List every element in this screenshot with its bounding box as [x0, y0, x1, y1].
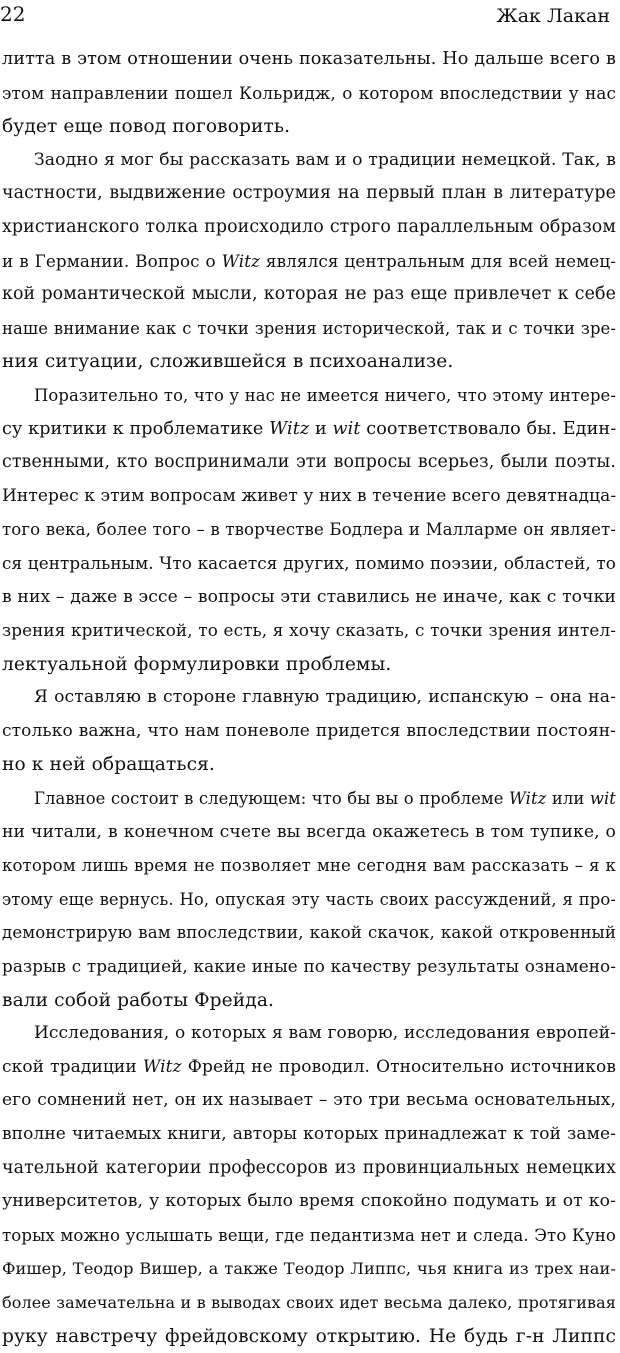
text-line: этому еще вернусь. Но, опуская эту часть своих рассуждений, я про-	[2, 889, 616, 909]
text-line: торых можно услышать вещи, где педантизма нет и следа. Это Куно	[2, 1225, 616, 1245]
text-line: вали собой работы Фрейда.	[2, 989, 275, 1011]
page-header	[0, 2, 620, 32]
text-line: чательной категории профессоров из провинциальных немецких	[2, 1157, 616, 1178]
text-line: Поразительно то, что у нас не имеется ничего, что этому интере-	[34, 385, 616, 405]
text-line: наше внимание как с точки зрения исторической, так и с точки зре-	[2, 318, 616, 338]
text-line: этом направлении пошел Кольридж, о котором впоследствии у нас	[2, 82, 616, 103]
text-line: ни читали, в конечном счете вы всегда окажетесь в том тупике, о	[2, 821, 616, 842]
text-line: су критики к проблематике Witz и wit соответствовало бы. Един-	[2, 418, 617, 439]
text-line: христианского толка происходило строго параллельным образом	[2, 216, 616, 237]
running-head-author: Жак Лакан	[496, 5, 610, 27]
text-line: руку навстречу фрейдовскому открытию. Не будь г-н Липпс	[2, 1325, 616, 1347]
body-text	[2, 43, 616, 1353]
page-number: 22	[0, 2, 26, 26]
text-line: университетов, у которых было время спокойно подумать и от ко-	[2, 1191, 616, 1212]
text-line: демонстрирую вам впоследствии, какой скачок, какой откровенный	[2, 923, 616, 943]
text-line: лектуальной формулировки проблемы.	[2, 653, 392, 675]
text-line: но к ней обращаться.	[2, 754, 215, 776]
text-line: Я оставляю в стороне главную традицию, испанскую – она на-	[34, 687, 616, 708]
text-line: литта в этом отношении очень показательны. Но дальше всего в	[2, 49, 616, 69]
text-line: разрыв с традицией, какие иные по качеству результаты ознамено-	[2, 956, 616, 977]
text-line: ской традиции Witz Фрейд не проводил. Относительно источников	[2, 1056, 617, 1077]
text-line: ственными, кто воспринимали эти вопросы всерьез, были поэты.	[2, 452, 616, 473]
text-line: зрения критической, то есть, я хочу сказать, с точки зрения интел-	[2, 620, 616, 641]
text-line: его сомнений нет, он их называет – это три весьма основательных,	[2, 1090, 616, 1111]
text-line: кой романтической мысли, которая не раз еще привлечет к себе	[2, 284, 616, 305]
text-line: Интерес к этим вопросам живет у них в течение всего девятнадца-	[2, 485, 617, 506]
text-line: ния ситуации, сложившейся в психоанализе.	[2, 351, 454, 373]
text-line: вполне читаемых книги, авторы которых принадлежат к той заме-	[2, 1124, 616, 1144]
text-line: в них – даже в эссе – вопросы эти ставились не иначе, как с точки	[2, 586, 616, 607]
text-line: ся центральным. Что касается других, помимо поэзии, областей, то	[2, 552, 616, 573]
text-line: и в Германии. Вопрос о Witz являлся центральным для всей немец-	[2, 250, 616, 271]
text-line: более замечательна и в выводах своих идет весьма далеко, протягивая	[2, 1292, 616, 1312]
text-line: будет еще повод поговорить.	[2, 116, 291, 138]
text-line: столько важна, что нам поневоле придется впоследствии постоян-	[2, 720, 616, 741]
text-line: котором лишь время не позволяет мне сегодня вам рассказать – я к	[2, 856, 616, 876]
text-line: Главное состоит в следующем: что бы вы о проблеме Witz или wit	[34, 789, 616, 809]
text-line: частности, выдвижение остроумия на первый план в литературе	[2, 183, 616, 204]
text-line: Заодно я мог бы рассказать вам и о традиции немецкой. Так, в	[34, 149, 616, 170]
text-line: Исследования, о которых я вам говорю, исследования европей-	[34, 1023, 616, 1044]
text-line: Фишер, Теодор Вишер, а также Теодор Липпс, чья книга из трех наи-	[2, 1259, 616, 1279]
text-line: того века, более того – в творчестве Бодлера и Малларме он являет-	[2, 520, 616, 540]
